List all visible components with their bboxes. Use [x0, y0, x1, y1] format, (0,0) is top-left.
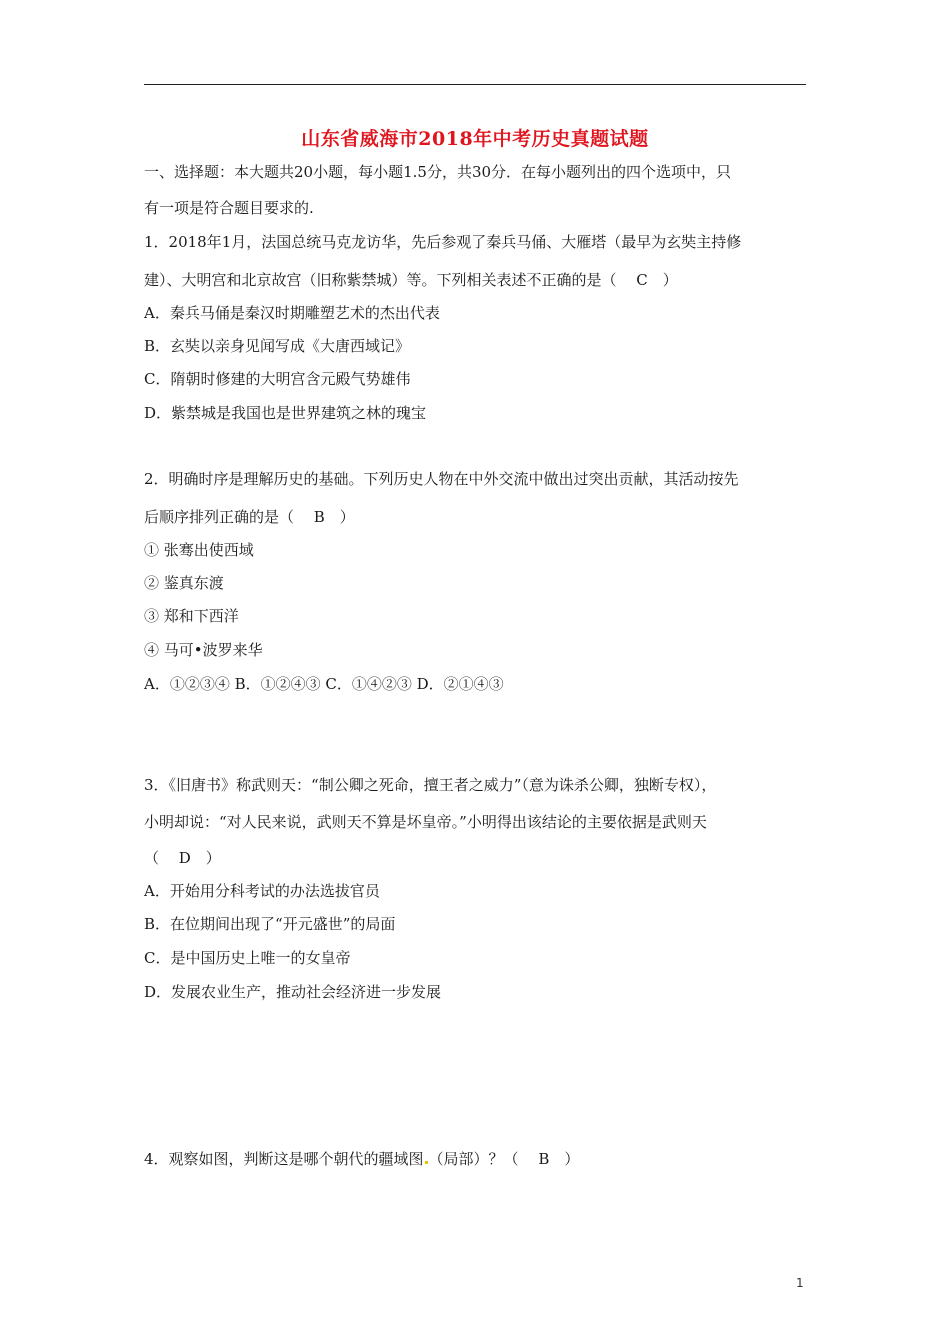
- q3-option-d: D．发展农业生产，推动社会经济进一步发展: [144, 983, 442, 1001]
- q1-stem-line-2: 建）、大明宫和北京故宫（旧称紫禁城）等。下列相关表述不正确的是（ C ）: [144, 271, 678, 289]
- document-title: 山东省威海市2018年中考历史真题试题: [301, 128, 649, 150]
- page-number: 1: [796, 1276, 804, 1290]
- section-intro-line-1: 一、选择题：本大题共20小题，每小题1.5分，共30分．在每小题列出的四个选项中，只: [144, 163, 732, 181]
- q4-stem-part-b: （局部）？（ B ）: [428, 1150, 580, 1168]
- yellow-mark: [425, 1161, 428, 1164]
- q3-option-a: A．开始用分科考试的办法选拔官员: [144, 882, 380, 900]
- q3-stem-line-1: 3．《旧唐书》称武则天：“制公卿之死命，擅王者之威力”（意为诛杀公卿，独断专权），: [144, 776, 717, 794]
- q1-option-c: C．隋朝时修建的大明宫含元殿气势雄伟: [144, 370, 411, 388]
- q3-stem-line-3: （ D ）: [144, 849, 221, 867]
- q2-item-4: ④ 马可•波罗来华: [144, 641, 263, 659]
- q3-stem-line-2: 小明却说：“对人民来说，武则天不算是坏皇帝。”小明得出该结论的主要依据是武则天: [144, 813, 707, 831]
- q1-option-a: A．秦兵马俑是秦汉时期雕塑艺术的杰出代表: [144, 304, 440, 322]
- q2-options: A．①②③④ B．①②④③ C．①④②③ D．②①④③: [144, 675, 504, 693]
- q1-stem-line-1: 1．2018年1月，法国总统马克龙访华，先后参观了秦兵马俑、大雁塔（最早为玄奘主持修: [144, 233, 742, 251]
- q4-stem: [144, 1149, 579, 1169]
- q2-item-3: ③ 郑和下西洋: [144, 607, 239, 625]
- q4-stem-part-a: 4．观察如图，判断这是哪个朝代的疆域图: [144, 1150, 424, 1168]
- q3-option-c: C．是中国历史上唯一的女皇帝: [144, 949, 351, 967]
- q1-option-d: D．紫禁城是我国也是世界建筑之林的瑰宝: [144, 404, 427, 422]
- q2-item-1: ① 张骞出使西域: [144, 541, 254, 559]
- q3-option-b: B．在位期间出现了“开元盛世”的局面: [144, 915, 396, 933]
- q1-option-b: B．玄奘以亲身见闻写成《大唐西域记》: [144, 337, 411, 355]
- header-rule: [144, 84, 806, 85]
- section-intro-line-2: 有一项是符合题目要求的.: [144, 199, 314, 217]
- q2-item-2: ② 鉴真东渡: [144, 574, 224, 592]
- q2-stem-line-2: 后顺序排列正确的是（ B ）: [144, 508, 355, 526]
- q2-stem-line-1: 2．明确时序是理解历史的基础。下列历史人物在中外交流中做出过突出贡献，其活动按先: [144, 470, 739, 488]
